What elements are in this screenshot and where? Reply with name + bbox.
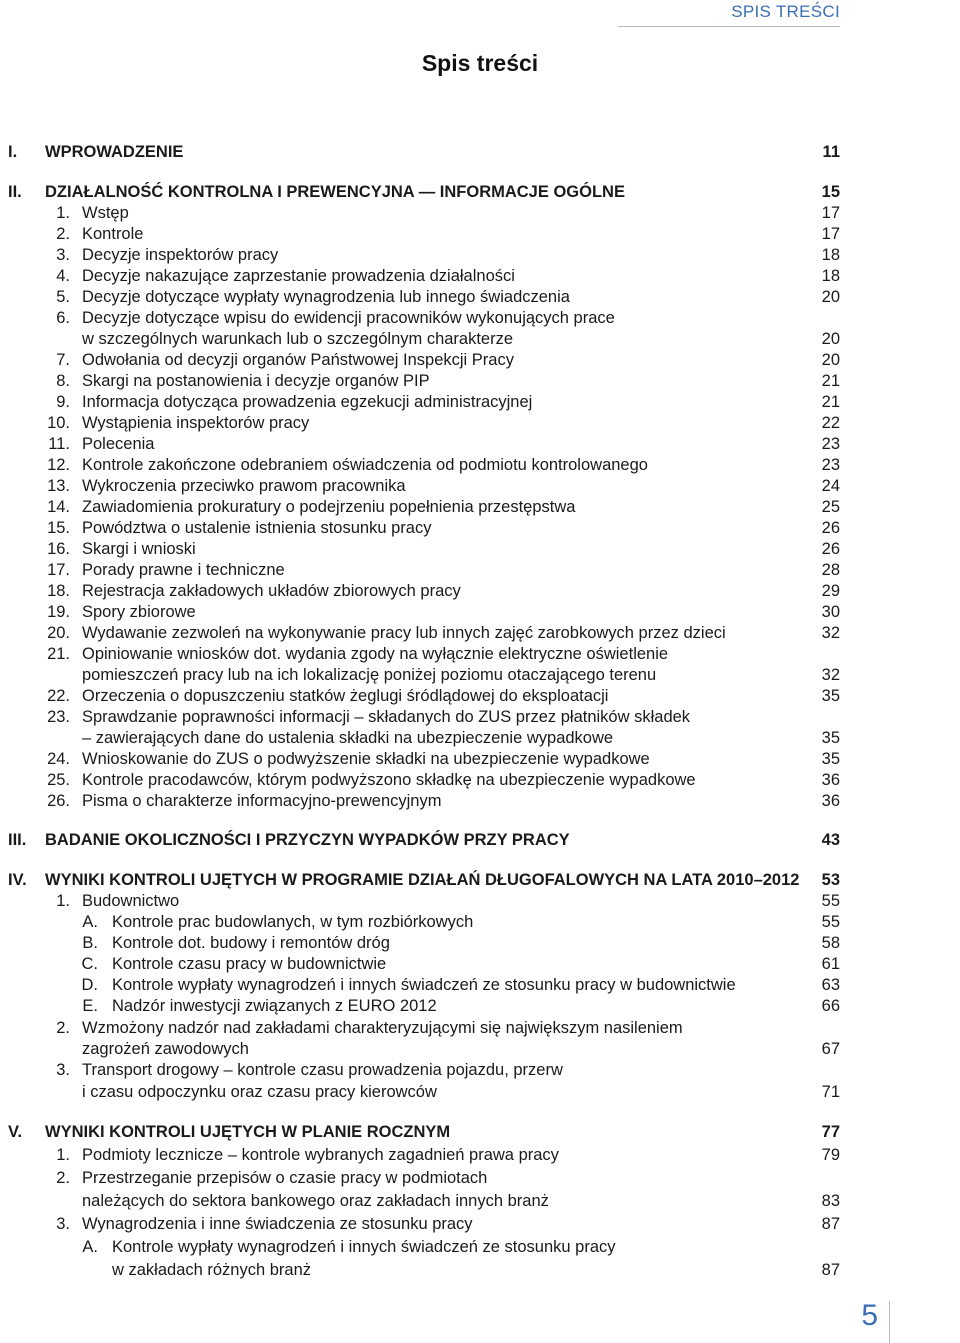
toc-entry-number: 19. <box>47 603 70 621</box>
toc-entry-title: Wykroczenia przeciwko prawom pracownika <box>82 477 406 495</box>
toc-page-number: 25 <box>821 498 840 516</box>
toc-entry-title: Wstęp <box>82 204 129 222</box>
toc-entry-number: A. <box>82 913 98 931</box>
toc-entry-title: Spory zbiorowe <box>82 603 196 621</box>
toc-entry-number: 6. <box>56 309 70 327</box>
toc-entry-title: Kontrole wypłaty wynagrodzeń i innych świadczeń ze stosunku pracy w budownictwie <box>112 976 736 994</box>
toc-section-number: III. <box>8 831 27 849</box>
toc-page-number: 87 <box>821 1261 840 1279</box>
toc-entry-title: w szczególnych warunkach lub o szczególnym charakterze <box>82 330 514 348</box>
toc-section-number: V. <box>8 1123 23 1141</box>
toc-entry-title: Orzeczenia o dopuszczeniu statków żeglugi śródlądowej do eksploatacji <box>82 687 609 705</box>
toc-entry-title: Nadzór inwestycji związanych z EURO 2012 <box>112 997 437 1015</box>
toc-page-number: 11 <box>822 143 840 161</box>
toc-entry-title: Skargi na postanowienia i decyzje organów PIP <box>82 372 430 390</box>
toc-page-number: 23 <box>821 435 840 453</box>
toc-page-number: 20 <box>821 351 840 369</box>
toc-page-number: 36 <box>821 792 840 810</box>
toc-page-number: 26 <box>821 519 840 537</box>
toc-entry-number: 21. <box>47 645 70 663</box>
toc-entry-title: – zawierających dane do ustalenia składki na ubezpieczenie wypadkowe <box>82 729 614 747</box>
toc-entry-number: 10. <box>47 414 70 432</box>
toc-entry-number: 8. <box>56 372 70 390</box>
toc-page-number: 66 <box>821 997 840 1015</box>
toc-page-number: 36 <box>821 771 840 789</box>
toc-entry-number: 16. <box>47 540 70 558</box>
toc-entry-title: Transport drogowy – kontrole czasu prowadzenia pojazdu, przerw <box>82 1061 563 1079</box>
toc-page-number: 53 <box>821 871 840 889</box>
toc-section-title: DZIAŁALNOŚĆ KONTROLNA I PREWENCYJNA — INFORMACJE OGÓLNE <box>45 183 625 201</box>
footer-rule <box>889 1301 890 1343</box>
toc-page-number: 20 <box>821 288 840 306</box>
toc-page-number: 17 <box>821 225 840 243</box>
toc-entry-number: 11. <box>48 435 70 453</box>
toc-entry-title: Kontrole prac budowlanych, w tym rozbiórkowych <box>112 913 474 931</box>
toc-entry-title: Sprawdzanie poprawności informacji – składanych do ZUS przez płatników składek <box>82 708 691 726</box>
toc-entry-number: 4. <box>56 267 70 285</box>
toc-page-number: 77 <box>821 1123 840 1141</box>
toc-page-number: 35 <box>821 729 840 747</box>
toc-entry-title: Kontrole pracodawców, którym podwyższono składkę na ubezpieczenie wypadkowe <box>82 771 696 789</box>
toc-entry-number: 24. <box>47 750 70 768</box>
toc-entry-number: 9. <box>56 393 70 411</box>
toc-entry-title: Kontrole <box>82 225 144 243</box>
toc-entry-title: pomieszczeń pracy lub na ich lokalizację poniżej poziomu otaczającego terenu <box>82 666 657 684</box>
toc-page-number: 28 <box>821 561 840 579</box>
toc-page-number: 26 <box>821 540 840 558</box>
toc-page-number: 17 <box>821 204 840 222</box>
toc-entry-title: Kontrole zakończone odebraniem oświadczenia od podmiotu kontrolowanego <box>82 456 648 474</box>
toc-entry-number: 1. <box>56 1146 70 1164</box>
running-header: SPIS TREŚCI <box>731 2 840 21</box>
toc-entry-title: zagrożeń zawodowych <box>82 1040 249 1058</box>
toc-entry-title: Kontrole dot. budowy i remontów dróg <box>112 934 390 952</box>
toc-entry-number: 20. <box>47 624 70 642</box>
toc-entry-number: 13. <box>47 477 70 495</box>
toc-entry-number: 2. <box>56 1169 70 1187</box>
toc-page-number: 29 <box>821 582 840 600</box>
toc-page-number: 67 <box>821 1040 840 1058</box>
toc-page-number: 32 <box>821 624 840 642</box>
toc-page-number: 71 <box>821 1083 840 1101</box>
toc-section-number: I. <box>8 143 18 161</box>
toc-entry-number: 25. <box>47 771 70 789</box>
toc-page-number: 30 <box>821 603 840 621</box>
toc-entry-number: D. <box>81 976 98 994</box>
page-number: 5 <box>861 1299 878 1332</box>
page-title: Spis treści <box>421 50 539 76</box>
toc-entry-title: Decyzje dotyczące wpisu do ewidencji pracowników wykonujących prace <box>82 309 615 327</box>
toc-entry-title: Zawiadomienia prokuratury o podejrzeniu popełnienia przestępstwa <box>82 498 576 516</box>
toc-entry-title: Pisma o charakterze informacyjno-prewencyjnym <box>82 792 442 810</box>
toc-entry-title: Przestrzeganie przepisów o czasie pracy w podmiotach <box>82 1169 488 1187</box>
toc-entry-title: Rejestracja zakładowych układów zbiorowych pracy <box>82 582 461 600</box>
toc-entry-title: i czasu odpoczynku oraz czasu pracy kierowców <box>82 1083 437 1101</box>
toc-entry-number: 2. <box>56 225 70 243</box>
toc-entry-title: Decyzje dotyczące wypłaty wynagrodzenia lub innego świadczenia <box>82 288 570 306</box>
toc-page-number: 35 <box>821 687 840 705</box>
toc-page-number: 87 <box>821 1215 840 1233</box>
toc-entry-number: 18. <box>47 582 70 600</box>
toc-entry-title: Opiniowanie wniosków dot. wydania zgody na wyłącznie elektryczne oświetlenie <box>82 645 669 663</box>
toc-entry-title: Powództwa o ustalenie istnienia stosunku pracy <box>82 519 432 537</box>
toc-page-number: 83 <box>821 1192 840 1210</box>
toc-entry-title: Skargi i wnioski <box>82 540 196 558</box>
toc-entry-title: Wystąpienia inspektorów pracy <box>82 414 310 432</box>
toc-entry-number: 3. <box>56 1061 70 1079</box>
toc-page-number: 21 <box>821 372 840 390</box>
toc-page-number: 20 <box>821 330 840 348</box>
toc-entry-title: Wzmożony nadzór nad zakładami charakteryzującymi się największym nasileniem <box>82 1019 683 1037</box>
toc-entry-title: Wydawanie zezwoleń na wykonywanie pracy lub innych zajęć zarobkowych przez dzieci <box>82 624 726 642</box>
toc-entry-title: Porady prawne i techniczne <box>82 561 285 579</box>
toc-entry-number: 14. <box>47 498 70 516</box>
toc-page-number: 21 <box>821 393 840 411</box>
toc-entry-number: 17. <box>47 561 70 579</box>
toc-page-number: 63 <box>821 976 840 994</box>
toc-section-title: BADANIE OKOLICZNOŚCI I PRZYCZYN WYPADKÓW PRZY PRACY <box>45 831 570 849</box>
toc-entry-number: 1. <box>56 204 70 222</box>
toc-page-number: 35 <box>821 750 840 768</box>
toc-entry-title: należących do sektora bankowego oraz zakładach innych branż <box>82 1192 549 1210</box>
toc-page-number: 23 <box>821 456 840 474</box>
toc-entry-number: 2. <box>56 1019 70 1037</box>
toc-entry-number: 3. <box>56 246 70 264</box>
toc-entry-number: 7. <box>56 351 70 369</box>
toc-page-number: 55 <box>821 913 840 931</box>
toc-page-number: 15 <box>821 183 840 201</box>
toc-page-number: 61 <box>821 955 840 973</box>
toc-entry-title: w zakładach różnych branż <box>112 1261 312 1279</box>
toc-page-number: 22 <box>821 414 840 432</box>
toc-page-number: 55 <box>821 892 840 910</box>
toc-page-number: 18 <box>821 267 840 285</box>
toc-entry-number: B. <box>82 934 98 952</box>
toc-entry-title: Budownictwo <box>82 892 180 910</box>
toc-page-number: 18 <box>821 246 840 264</box>
toc-page-number: 79 <box>821 1146 840 1164</box>
toc-entry-number: 23. <box>47 708 70 726</box>
toc-entry-title: Kontrole wypłaty wynagrodzeń i innych świadczeń ze stosunku pracy <box>112 1238 616 1256</box>
toc-entry-title: Podmioty lecznicze – kontrole wybranych zagadnień prawa pracy <box>82 1146 559 1164</box>
toc-entry-title: Wynagrodzenia i inne świadczenia ze stosunku pracy <box>82 1215 473 1233</box>
toc-entry-number: 5. <box>56 288 70 306</box>
toc-section-title: WPROWADZENIE <box>45 143 184 161</box>
toc-entry-number: C. <box>81 955 98 973</box>
toc-entry-number: 26. <box>47 792 70 810</box>
toc-entry-title: Wnioskowanie do ZUS o podwyższenie składki na ubezpieczenie wypadkowe <box>82 750 650 768</box>
toc-entry-number: 3. <box>56 1215 70 1233</box>
toc-entry-title: Decyzje nakazujące zaprzestanie prowadzenia działalności <box>82 267 515 285</box>
toc-entry-title: Decyzje inspektorów pracy <box>82 246 279 264</box>
toc-section-title: WYNIKI KONTROLI UJĘTYCH W PROGRAMIE DZIAŁAŃ DŁUGOFALOWYCH NA LATA 2010–2012 <box>45 871 800 889</box>
toc-entry-number: E. <box>82 997 98 1015</box>
toc-entry-number: 15. <box>47 519 70 537</box>
toc-section-number: IV. <box>8 871 27 889</box>
toc-page-number: 43 <box>821 831 840 849</box>
toc-entry-title: Informacja dotycząca prowadzenia egzekucji administracyjnej <box>82 393 533 411</box>
toc-entry-title: Kontrole czasu pracy w budownictwie <box>112 955 387 973</box>
toc-entry-number: 12. <box>47 456 70 474</box>
toc-entry-title: Odwołania od decyzji organów Państwowej Inspekcji Pracy <box>82 351 514 369</box>
toc-entry-number: 22. <box>47 687 70 705</box>
toc-section-title: WYNIKI KONTROLI UJĘTYCH W PLANIE ROCZNYM <box>45 1123 451 1141</box>
toc-section-number: II. <box>8 183 22 201</box>
toc-page-number: 32 <box>821 666 840 684</box>
toc-page-number: 24 <box>821 477 840 495</box>
toc-entry-number: A. <box>82 1238 98 1256</box>
toc-entry-title: Polecenia <box>82 435 155 453</box>
toc-entry-number: 1. <box>56 892 70 910</box>
toc-page-number: 58 <box>821 934 840 952</box>
